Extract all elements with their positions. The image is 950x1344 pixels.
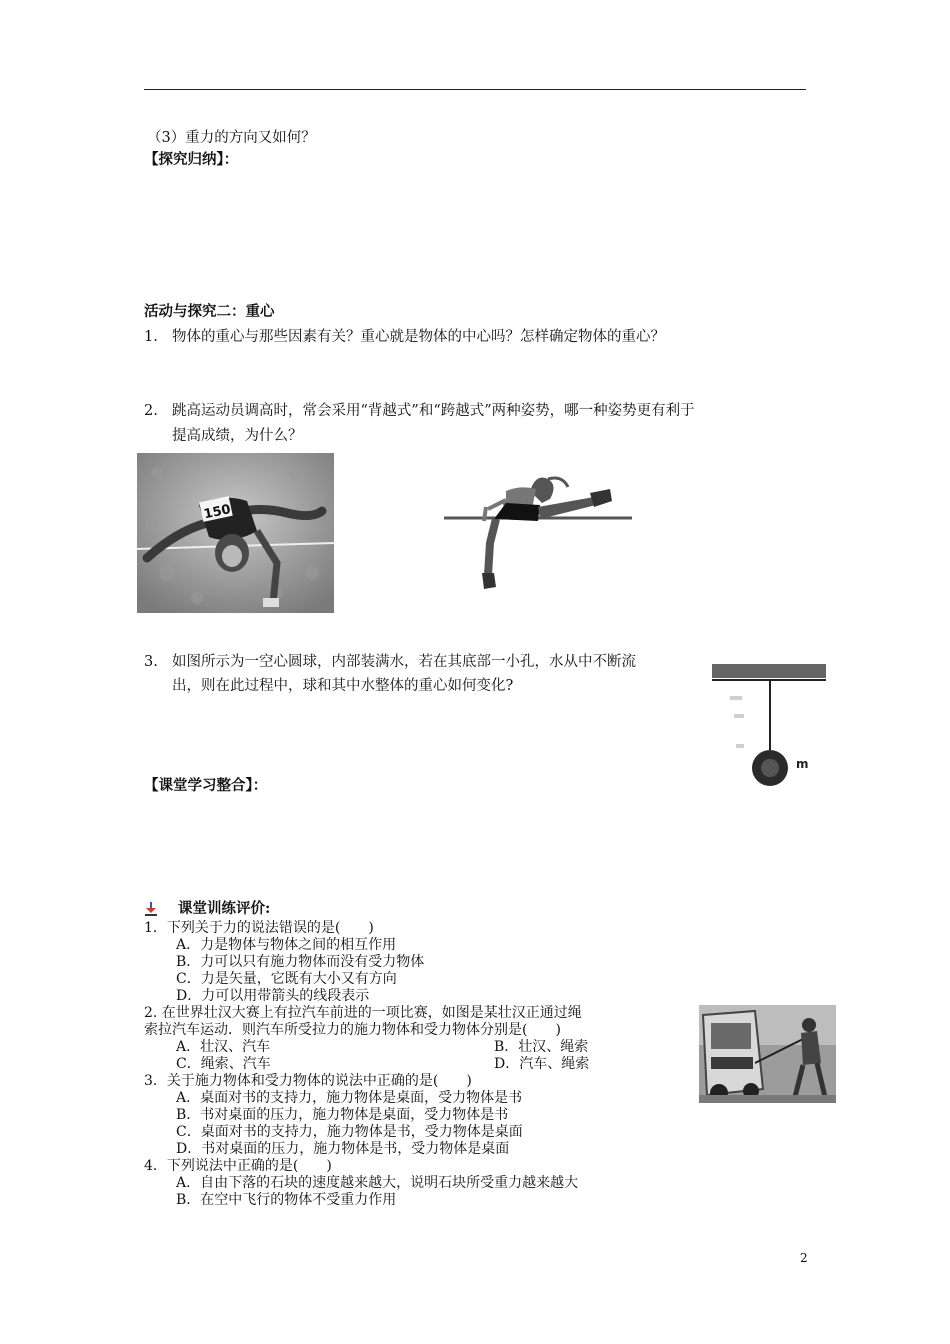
activity-2-question-2-line-2: 提高成绩，为什么？ bbox=[172, 428, 303, 444]
truck-pulling-photo bbox=[699, 1005, 836, 1103]
activity-2-question-2: 2. 跳高运动员调高时，常会采用“背越式”和“跨越式”两种姿势，哪一种姿势更有利于 bbox=[144, 403, 695, 419]
mass-label: m bbox=[796, 757, 809, 771]
high-jump-photo bbox=[137, 453, 334, 613]
problem-2-option-c: C．绳索、汽车 bbox=[176, 1056, 271, 1072]
problem-1-option-b: B．力可以只有施力物体而没有受力物体 bbox=[176, 954, 425, 970]
page-number: 2 bbox=[800, 1251, 808, 1265]
problem-4-option-a: A．自由下落的石块的速度越来越大，说明石块所受重力越来越大 bbox=[176, 1175, 579, 1191]
problem-3-option-d: D．书对桌面的压力，施力物体是书，受力物体是桌面 bbox=[176, 1141, 510, 1157]
section-summary-heading: 【探究归纳】： bbox=[144, 151, 239, 168]
problem-1-option-d: D．力可以用带箭头的线段表示 bbox=[176, 988, 370, 1004]
problem-4-option-b: B．在空中飞行的物体不受重力作用 bbox=[176, 1192, 397, 1208]
problem-2-option-a: A．壮汉、汽车 bbox=[176, 1039, 271, 1055]
problem-1-stem: 1．下列关于力的说法错误的是( ) bbox=[144, 920, 374, 936]
problem-1-option-a: A．力是物体与物体之间的相互作用 bbox=[176, 937, 397, 953]
bib-number: 150 bbox=[202, 502, 233, 523]
problem-2-option-d: D．汽车、绳索 bbox=[494, 1056, 590, 1072]
class-summary-heading: 【课堂学习整合】： bbox=[144, 777, 268, 794]
problem-3-option-a: A．桌面对书的支持力，施力物体是桌面，受力物体是书 bbox=[176, 1090, 523, 1106]
bullet-arrow-icon bbox=[144, 902, 158, 916]
problem-3-option-c: C．桌面对书的支持力，施力物体是书，受力物体是桌面 bbox=[176, 1124, 523, 1140]
scissors-jump-figure bbox=[444, 473, 634, 593]
question-3-gravity-direction: （3）重力的方向又如何？ bbox=[147, 130, 316, 146]
training-title: 课堂训练评价: bbox=[178, 900, 271, 917]
activity-2-title: 活动与探究二：重心 bbox=[144, 303, 275, 320]
problem-3-stem: 3．关于施力物体和受力物体的说法中正确的是( ) bbox=[144, 1073, 472, 1089]
activity-2-question-3-line-2: 出，则在此过程中，球和其中水整体的重心如何变化? bbox=[172, 678, 514, 694]
problem-2-line-2: 索拉汽车运动．则汽车所受拉力的施力物体和受力物体分别是( ) bbox=[144, 1022, 561, 1038]
activity-2-question-1: 1. 物体的重心与那些因素有关？重心就是物体的中心吗？怎样确定物体的重心？ bbox=[144, 329, 665, 345]
activity-2-question-3: 3. 如图所示为一空心圆球，内部装满水，若在其底部一小孔，水从中不断流 bbox=[144, 654, 636, 670]
problem-1-option-c: C．力是矢量，它既有大小又有方向 bbox=[176, 971, 397, 987]
header-rule bbox=[144, 89, 806, 90]
problem-3-option-b: B．书对桌面的压力，施力物体是桌面，受力物体是书 bbox=[176, 1107, 509, 1123]
problem-2-line-1: 2. 在世界壮汉大赛上有拉汽车前进的一项比赛，如图是某壮汉正通过绳 bbox=[144, 1005, 582, 1021]
problem-4-stem: 4．下列说法中正确的是( ) bbox=[144, 1158, 332, 1174]
hanging-ball-figure bbox=[712, 664, 828, 788]
problem-2-option-b: B．壮汉、绳索 bbox=[494, 1039, 589, 1055]
